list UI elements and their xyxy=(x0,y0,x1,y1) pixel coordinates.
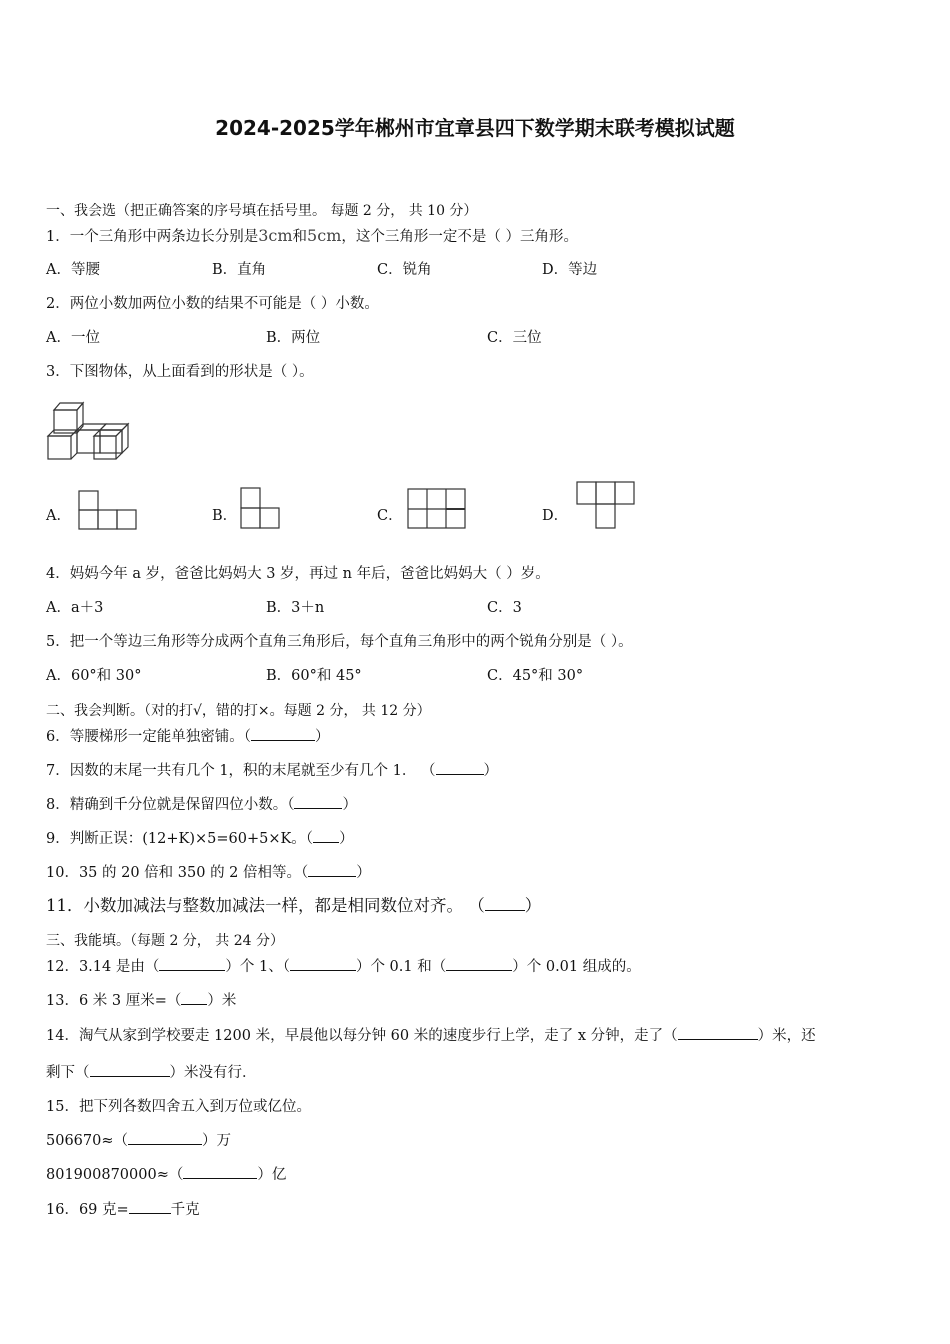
question-6 xyxy=(46,726,329,747)
q15-b-part-1: 801900870000≈（ xyxy=(46,1167,184,1183)
q1-stem-b: ，这个三角形一定不是（ ）三角形。 xyxy=(341,229,578,245)
q2-option-a[interactable]: A．一位 xyxy=(46,330,100,346)
q3-option-b-label[interactable]: B． xyxy=(212,508,238,524)
q4-option-c[interactable]: C．3 xyxy=(487,600,522,616)
q7-answer-blank[interactable] xyxy=(436,760,484,775)
question-14-line-2 xyxy=(46,1062,257,1083)
q2-option-b[interactable]: B．两位 xyxy=(266,330,321,346)
question-13 xyxy=(46,990,236,1011)
q6-end: ） xyxy=(314,729,330,745)
q5-option-c[interactable]: C．45°和 30° xyxy=(487,668,584,684)
q12-blank-1[interactable] xyxy=(159,956,225,971)
q13-part-1: 13．6 米 3 厘米=（ xyxy=(46,993,182,1009)
q9-end: ） xyxy=(339,831,354,847)
q3-option-a-shape[interactable] xyxy=(79,491,137,531)
question-16 xyxy=(46,1199,200,1220)
q5-option-a[interactable]: A．60°和 30° xyxy=(46,668,142,684)
q8-answer-blank[interactable] xyxy=(294,794,342,809)
q12-blank-2[interactable] xyxy=(290,956,356,971)
q1-option-a[interactable]: A．等腰 xyxy=(46,262,100,278)
q13-part-2: ）米 xyxy=(207,993,237,1009)
q7-stem: 7．因数的末尾一共有几个 1，积的末尾就至少有几个 1． （ xyxy=(46,763,436,779)
q16-part-1: 16．69 克= xyxy=(46,1202,129,1218)
q14-part-1: 14．淘气从家到学校要走 1200 米，早晨他以每分钟 60 米的速度步行上学，走了 x 分钟，走了（ xyxy=(46,1028,678,1044)
q4-option-b[interactable]: B．3＋n xyxy=(266,600,325,616)
question-2: 2．两位小数加两位小数的结果不可能是（ ）小数。 xyxy=(46,296,379,312)
q15-b-blank[interactable] xyxy=(183,1164,257,1179)
q12-part-2: ）个 1、（ xyxy=(225,959,290,975)
q2-option-c[interactable]: C．三位 xyxy=(487,330,542,346)
question-8 xyxy=(46,794,357,815)
q8-end: ） xyxy=(342,797,357,813)
q15-item-a xyxy=(46,1130,231,1151)
q4-option-a[interactable]: A．a＋3 xyxy=(46,600,104,616)
q8-stem: 8．精确到千分位就是保留四位小数。（ xyxy=(46,797,295,813)
section-1-heading: 一、我会选（把正确答案的序号填在括号里。 每题 2 分， 共 10 分） xyxy=(46,203,478,219)
q15-a-blank[interactable] xyxy=(128,1130,202,1145)
section-2-heading: 二、我会判断。（对的打√，错的打×。每题 2 分， 共 12 分） xyxy=(46,703,431,719)
q10-end: ） xyxy=(356,865,371,881)
q14-part-3: 剩下（ xyxy=(46,1065,90,1081)
q1-option-b[interactable]: B．直角 xyxy=(212,262,267,278)
q1-mid: 和 xyxy=(292,229,308,245)
q9-answer-blank[interactable] xyxy=(313,828,339,843)
q11-end: ） xyxy=(524,896,542,915)
q11-answer-blank[interactable] xyxy=(485,896,525,911)
q5-option-b[interactable]: B．60°和 45° xyxy=(266,668,362,684)
cube-stack-figure xyxy=(46,400,130,462)
q10-answer-blank[interactable] xyxy=(308,862,356,877)
q3-option-d-shape[interactable] xyxy=(577,482,635,530)
q6-stem: 6．等腰梯形一定能单独密铺。（ xyxy=(46,729,251,745)
section-3-heading: 三、我能填。（每题 2 分， 共 24 分） xyxy=(46,933,284,949)
q1-stem-a: 1．一个三角形中两条边长分别是 xyxy=(46,229,259,245)
q3-option-b-shape[interactable] xyxy=(241,488,281,530)
question-9 xyxy=(46,828,354,849)
q16-part-2: 千克 xyxy=(170,1202,200,1218)
q10-stem: 10．35 的 20 倍和 350 的 2 倍相等。（ xyxy=(46,865,309,881)
q11-stem: 11．小数加减法与整数加减法一样，都是相同数位对齐。 （ xyxy=(46,896,485,915)
q16-answer-blank[interactable] xyxy=(129,1199,171,1214)
q6-answer-blank[interactable] xyxy=(251,726,315,741)
q1-option-d[interactable]: D．等边 xyxy=(542,262,598,278)
question-12 xyxy=(46,956,641,977)
q3-option-a-label[interactable]: A． xyxy=(46,508,71,524)
q13-answer-blank[interactable] xyxy=(181,990,207,1005)
question-15: 15．把下列各数四舍五入到万位或亿位。 xyxy=(46,1099,311,1115)
q3-option-c-shape[interactable] xyxy=(408,489,466,529)
question-3: 3．下图物体，从上面看到的形状是（ ）。 xyxy=(46,364,314,380)
question-4: 4．妈妈今年 a 岁，爸爸比妈妈大 3 岁，再过 n 年后，爸爸比妈妈大（ ）岁。 xyxy=(46,566,550,582)
q12-blank-3[interactable] xyxy=(446,956,512,971)
q12-part-3: ）个 0.1 和（ xyxy=(355,959,447,975)
q15-a-part-1: 506670≈（ xyxy=(46,1133,129,1149)
q1-value-2: 5cm xyxy=(307,226,342,245)
question-5: 5．把一个等边三角形等分成两个直角三角形后，每个直角三角形中的两个锐角分别是（ ）。 xyxy=(46,634,633,650)
q15-item-b xyxy=(46,1164,286,1185)
q14-blank-1[interactable] xyxy=(678,1025,758,1040)
q3-option-d-label[interactable]: D． xyxy=(542,508,569,524)
question-11 xyxy=(46,896,541,916)
q12-part-4: ）个 0.01 组成的。 xyxy=(512,959,641,975)
q1-value-1: 3cm xyxy=(258,226,293,245)
q3-option-c-label[interactable]: C． xyxy=(377,508,403,524)
q14-part-4: ）米没有行． xyxy=(169,1065,257,1081)
q15-b-part-2: ）亿 xyxy=(257,1167,287,1183)
q15-a-part-2: ）万 xyxy=(202,1133,232,1149)
page-title: 2024-2025学年郴州市宜章县四下数学期末联考模拟试题 xyxy=(215,116,735,140)
question-10 xyxy=(46,862,371,883)
question-14-line-1 xyxy=(46,1025,816,1046)
q14-part-2: ）米，还 xyxy=(757,1028,816,1044)
q12-part-1: 12．3.14 是由（ xyxy=(46,959,160,975)
q1-option-c[interactable]: C．锐角 xyxy=(377,262,432,278)
question-7 xyxy=(46,760,498,781)
q7-end: ） xyxy=(483,763,499,779)
q9-stem: 9．判断正误：(12+K)×5=60+5×K。（ xyxy=(46,831,314,847)
question-1 xyxy=(46,226,578,247)
q14-blank-2[interactable] xyxy=(90,1062,170,1077)
